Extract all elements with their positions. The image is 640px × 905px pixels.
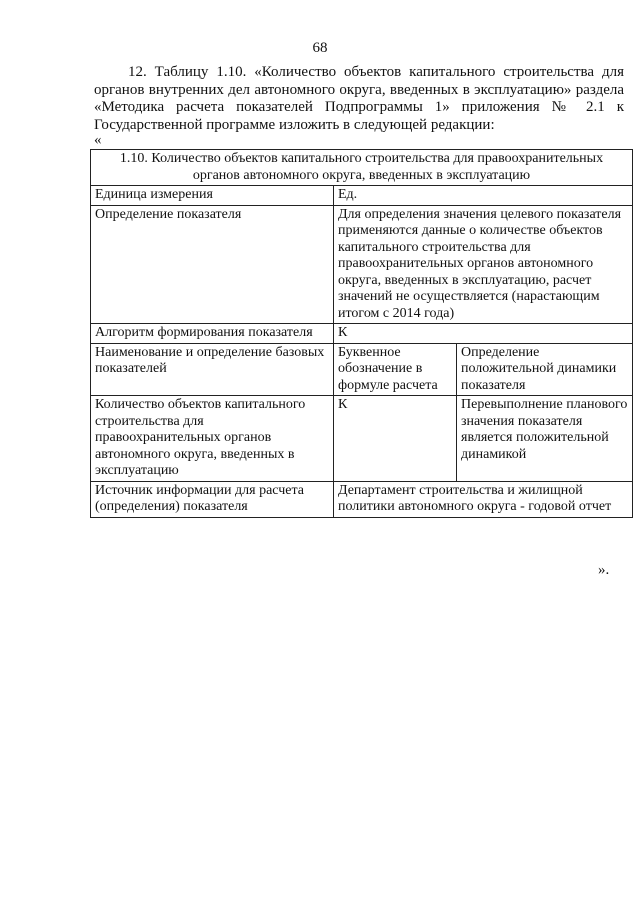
closing-quote: ».: [598, 562, 610, 578]
algorithm-value: К: [334, 324, 633, 344]
table-title-line-2: органов автономного округа, введенных в эксплуатацию: [192, 167, 531, 183]
base-name-header: Наименование и определение базовых показателей: [91, 343, 334, 396]
source-value: Департамент строительства и жилищной политики автономного округа - годовой отчет: [334, 481, 633, 517]
algorithm-label: Алгоритм формирования показателя: [91, 324, 334, 344]
page-number: 68: [312, 40, 328, 56]
intro-line-4: Государственной программе изложить в следующей редакции:: [94, 116, 495, 133]
base-indicator-name: Количество объектов капитального строительства для правоохранительных органов автономного округа, введенных в эксплуатацию: [91, 396, 334, 482]
intro-line-1: 12. Таблицу 1.10. «Количество объектов капитального строительства для: [128, 64, 624, 80]
unit-value: Ед.: [334, 186, 633, 206]
table-title-row: [91, 150, 633, 186]
table-row: [91, 396, 633, 482]
intro-line-3: «Методика расчета показателей Подпрограммы 1» приложения № 2.1 к: [94, 99, 624, 115]
source-label: Источник информации для расчета (определения) показателя: [91, 481, 334, 517]
letter-header: Буквенное обозначение в формуле расчета: [334, 343, 457, 396]
table-title-line-1: 1.10. Количество объектов капитального строительства для правоохранительных: [119, 151, 604, 166]
base-indicator-positive: Перевыполнение планового значения показателя является положительной динамикой: [457, 396, 633, 482]
definition-label: Определение показателя: [91, 205, 334, 324]
positive-dynamics-header: Определение положительной динамики показателя: [457, 343, 633, 396]
base-indicator-letter: К: [334, 396, 457, 482]
indicator-table: [90, 149, 633, 518]
table-row: [91, 343, 633, 396]
table-row: [91, 205, 633, 324]
intro-line-2: органов внутренних дел автономного округа, введенных в эксплуатацию» раздела: [94, 81, 624, 98]
table-title: [91, 150, 633, 186]
table-row: [91, 481, 633, 517]
table-row: [91, 186, 633, 206]
unit-label: Единица измерения: [91, 186, 334, 206]
table-row: [91, 324, 633, 344]
definition-value: Для определения значения целевого показателя применяются данные о количестве объектов капитального строительства для правоохранительных органов автономного округа, введенных в эксплуатацию, расчет значений не осуществляется (нарастающим итогом с 2014 года): [334, 205, 633, 324]
opening-quote: «: [94, 132, 102, 148]
intro-paragraph: [94, 64, 624, 134]
